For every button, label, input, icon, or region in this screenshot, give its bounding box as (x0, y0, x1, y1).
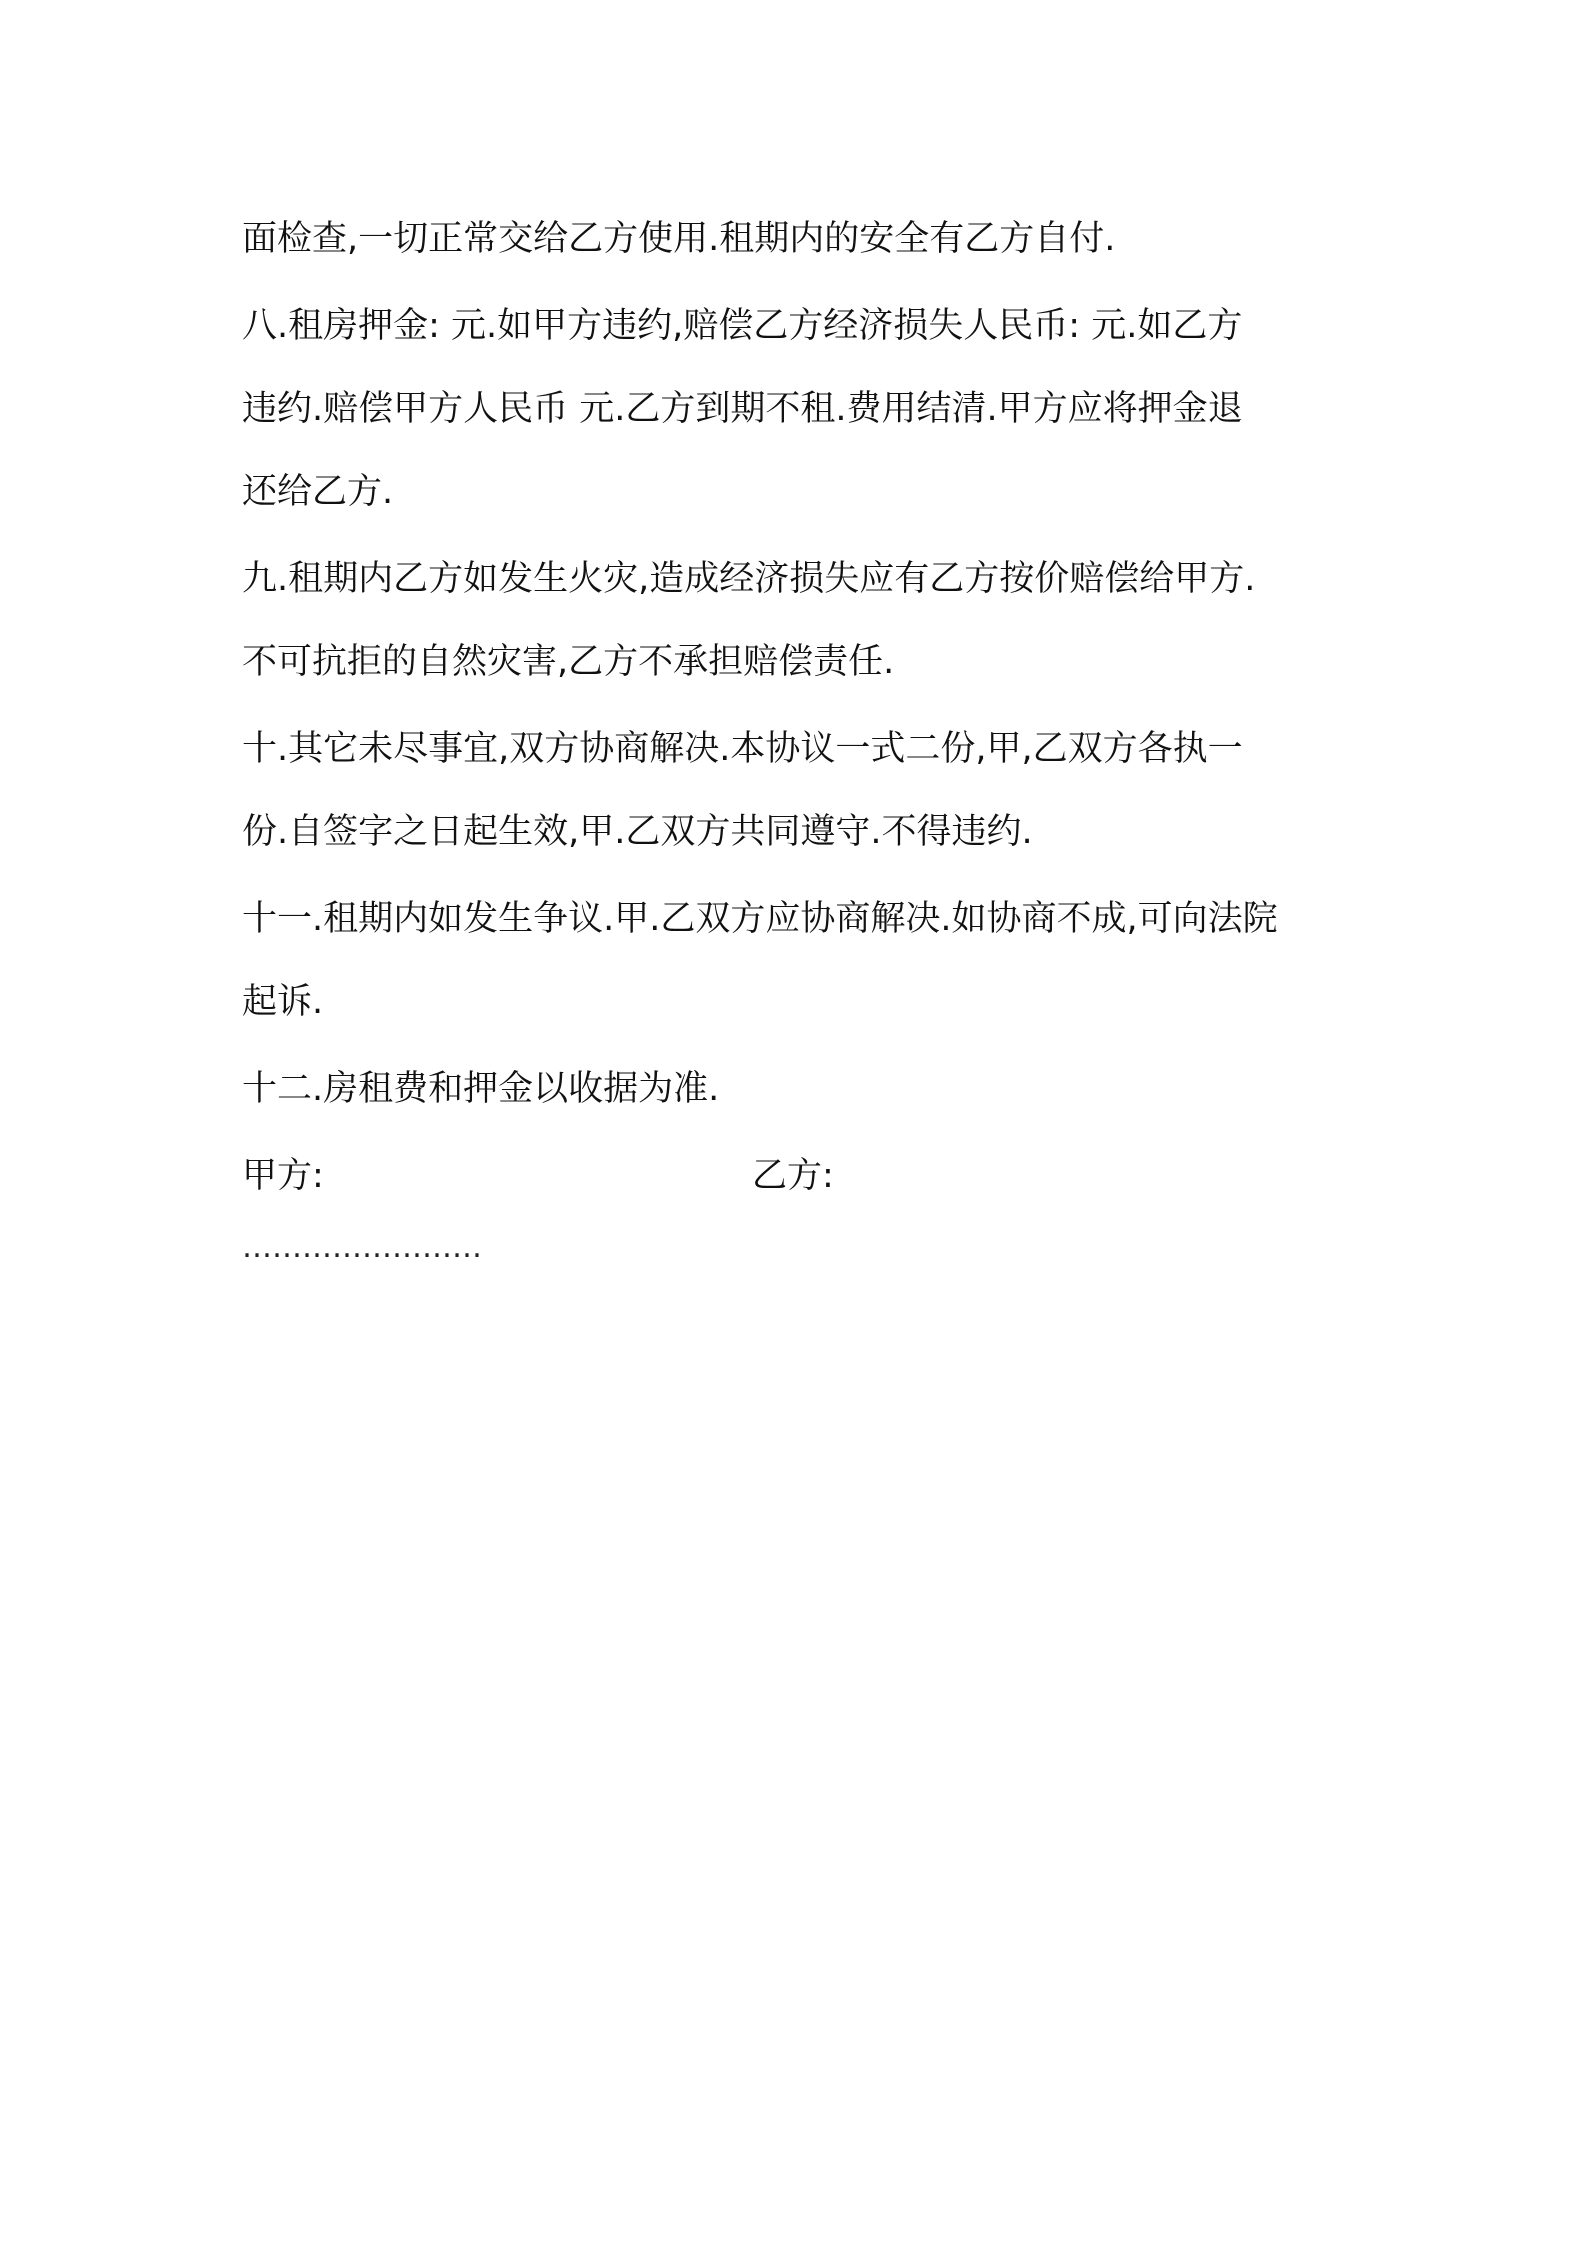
ellipsis-line: …………………… (242, 1230, 482, 1265)
text-line: 十二.房租费和押金以收据为准. (242, 1069, 720, 1109)
text-line: 违约.赔偿甲方人民币 元.乙方到期不租.费用结清.甲方应将押金退 (242, 389, 1243, 429)
clause-9-fire (242, 538, 1362, 704)
text-line: 面检查,一切正常交给乙方使用.租期内的安全有乙方自付. (242, 219, 1116, 259)
clause-8-deposit (242, 285, 1362, 534)
signature-row (242, 1135, 1362, 1218)
clause-11-disputes (242, 878, 1362, 1044)
document-body (242, 198, 1362, 1278)
text-line: 还给乙方. (242, 472, 394, 512)
text-line: 不可抗拒的自然灾害,乙方不承担赔偿责任. (242, 642, 895, 682)
text-line: 份.自签字之日起生效,甲.乙双方共同遵守.不得违约. (242, 812, 1033, 852)
text-line: 九.租期内乙方如发生火灾,造成经济损失应有乙方按价赔偿给甲方. (242, 559, 1256, 599)
text-line: 起诉. (242, 982, 324, 1022)
clause-10-other-matters (242, 708, 1362, 874)
party-a-label: 甲方: (242, 1156, 324, 1196)
clause-7-continuation (242, 198, 1362, 281)
clause-12-receipts (242, 1048, 1362, 1131)
text-line: 十.其它未尽事宜,双方协商解决.本协议一式二份,甲,乙双方各执一 (242, 729, 1243, 769)
text-line: 八.租房押金: 元.如甲方违约,赔偿乙方经济损失人民币: 元.如乙方 (242, 306, 1243, 346)
text-line: 十一.租期内如发生争议.甲.乙双方应协商解决.如协商不成,可向法院 (242, 899, 1278, 939)
party-b-label: 乙方: (752, 1156, 834, 1196)
